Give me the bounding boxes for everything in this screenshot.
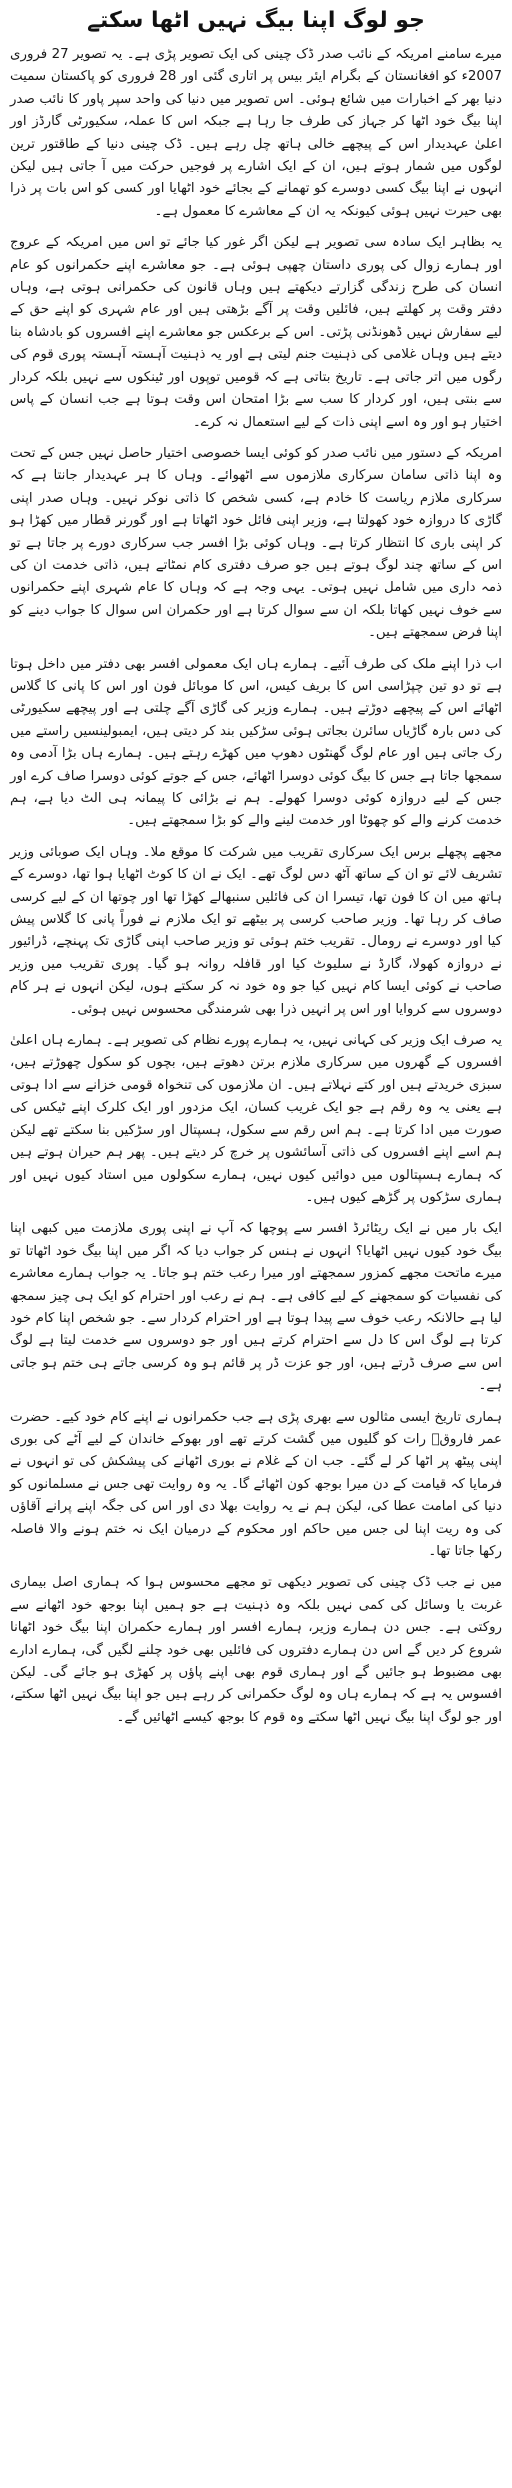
column-paragraph: مجھے پچھلے برس ایک سرکاری تقریب میں شرکت کا موقع ملا۔ وہاں ایک صوبائی وزیر تشریف لائے تو ان کے ساتھ آٹھ دس لوگ تھے۔ ایک نے ان کا کوٹ اٹھایا ہوا تھا، دوسرے کے ہاتھ میں ان کا فون تھا، تیسرا ان کی فائلیں سنبھالے کھڑا تھا اور چوتھا ان کے لیے کرسی صاف کر رہا تھا۔ وزیر صاحب کرسی پر بیٹھے تو ایک ملازم نے فوراً پانی کا گلاس پیش کیا اور دوسرے نے رومال۔ تقریب ختم ہوئی تو وزیر صاحب اپنی گاڑی تک پہنچے، ڈرائیور نے دروازہ کھولا، گارڈ نے سلیوٹ کیا اور قافلہ روانہ ہو گیا۔ پوری تقریب میں وزیر صاحب نے کوئی ایسا کام نہیں کیا جو وہ خود نہ کر سکتے ہوں، لیکن انہوں نے ہر کام دوسروں سے کروایا اور اس پر انہیں ذرا بھی شرمندگی محسوس نہیں ہوئی۔ xyxy=(10,844,502,1017)
column-paragraph: میرے سامنے امریکہ کے نائب صدر ڈک چینی کی ایک تصویر پڑی ہے۔ یہ تصویر 27 فروری 2007ء کو افغانستان کے بگرام ایئر بیس پر اتاری گئی اور 28 فروری کو پاکستان سمیت دنیا بھر کے اخبارات میں شائع ہوئی۔ اس تصویر میں دنیا کی واحد سپر پاور کا نائب صدر اپنا بیگ خود اٹھا کر جہاز کی طرف جا رہا ہے جبکہ اس کا عملہ، سکیورٹی گارڈز اور اعلیٰ عہدیدار اس کے پیچھے خالی ہاتھ چل رہے ہیں۔ ڈک چینی دنیا کے طاقتور ترین لوگوں میں شمار ہوتے ہیں، ان کے ایک اشارے پر فوجیں حرکت میں آ جاتی ہیں لیکن انہوں نے اپنا بیگ کسی دوسرے کو تھمانے کے بجائے خود اٹھایا اور کسی کو اس بات پر ذرا بھی حیرت نہیں ہوئی کیونکہ یہ ان کے معاشرے کا معمول ہے۔ xyxy=(10,47,503,219)
column-paragraph: امریکہ کے دستور میں نائب صدر کو کوئی ایسا خصوصی اختیار حاصل نہیں جس کے تحت وہ اپنا ذاتی سامان سرکاری ملازموں سے اٹھوائے۔ وہاں کا ہر عہدیدار جانتا ہے کہ سرکاری ملازم ریاست کا خادم ہے، کسی شخص کا ذاتی نوکر نہیں۔ وہاں صدر اپنی گاڑی کا دروازہ خود کھولتا ہے، وزیر اپنی فائل خود اٹھاتا ہے اور گورنر قطار میں کھڑا ہو کر اپنی باری کا انتظار کرتا ہے۔ وہاں کوئی بڑا افسر جب سرکاری دورے پر جاتا ہے تو اس کے ساتھ چند لوگ ہوتے ہیں جو صرف دفتری کام نمٹاتے ہیں، ذاتی خدمت ان کی ذمہ داری میں شامل نہیں ہوتی۔ یہی وجہ ہے کہ وہاں کا عام شہری اپنے حکمرانوں سے خوف نہیں کھاتا بلکہ ان سے سوال کرتا ہے اور حکمران اس سوال کا جواب دینے کو اپنا فرض سمجھتے ہیں۔ xyxy=(10,445,502,641)
column-paragraph: میں نے جب ڈک چینی کی تصویر دیکھی تو مجھے محسوس ہوا کہ ہماری اصل بیماری غربت یا وسائل کی کمی نہیں بلکہ وہ ذہنیت ہے جو ہمیں اپنا بوجھ خود اٹھانے سے روکتی ہے۔ جس دن ہمارے وزیر، ہمارے افسر اور ہمارے حکمران اپنا بیگ خود اٹھانا شروع کر دیں گے اس دن ہمارے دفتروں کی فائلیں بھی خود چلنے لگیں گی، ہمارے ادارے بھی مضبوط ہو جائیں گے اور ہماری قوم بھی اپنے پاؤں پر کھڑی ہو جائے گی۔ لیکن افسوس یہ ہے کہ ہمارے ہاں وہ لوگ حکمرانی کر رہے ہیں جو اپنا بیگ نہیں اٹھا سکتے، اور جو لوگ اپنا بیگ نہیں اٹھا سکتے وہ قوم کا بوجھ کیسے اٹھائیں گے۔ xyxy=(10,1575,502,1725)
column-paragraph: ایک بار میں نے ایک ریٹائرڈ افسر سے پوچھا کہ آپ نے اپنی پوری ملازمت میں کبھی اپنا بیگ خود کیوں نہیں اٹھایا؟ انہوں نے ہنس کر جواب دیا کہ اگر میں اپنا بیگ خود اٹھاتا تو میرے ماتحت مجھے کمزور سمجھتے اور میرا رعب ختم ہو جاتا۔ یہ جواب ہمارے معاشرے کی نفسیات کو سمجھنے کے لیے کافی ہے۔ ہم نے رعب اور احترام کو ایک ہی چیز سمجھ لیا ہے حالانکہ رعب خوف سے پیدا ہوتا ہے اور احترام کردار سے۔ جو شخص اپنا کام خود کرتا ہے لوگ اس کا دل سے احترام کرتے ہیں اور جو دوسروں سے خدمت لیتا ہے لوگ اس سے صرف ڈرتے ہیں، اور جو عزت ڈر پر قائم ہو وہ کرسی جاتے ہی ختم ہو جاتی ہے۔ xyxy=(10,1221,502,1394)
column-headline: جو لوگ اپنا بیگ نہیں اٹھا سکتے xyxy=(87,8,425,33)
column-paragraph: ہماری تاریخ ایسی مثالوں سے بھری پڑی ہے جب حکمرانوں نے اپنے کام خود کیے۔ حضرت عمر فاروقؓ رات کو گلیوں میں گشت کرتے تھے اور بھوکے خاندان کے لیے آٹے کی بوری اپنی پیٹھ پر اٹھا کر لے گئے۔ جب ان کے غلام نے بوری اٹھانے کی پیشکش کی تو انہوں نے فرمایا کہ قیامت کے دن میرا بوجھ کون اٹھائے گا۔ یہ وہ روایت تھی جس نے مسلمانوں کو دنیا کی امامت عطا کی، لیکن ہم نے یہ روایت بھلا دی اور اس کی جگہ اپنے پرانے آقاؤں کی وہ ریت اپنا لی جس میں حاکم اور محکوم کے درمیان ایک نہ ختم ہونے والا فاصلہ رکھا جاتا تھا۔ xyxy=(10,1409,502,1559)
column-body xyxy=(10,44,502,1729)
column-paragraph: یہ بظاہر ایک سادہ سی تصویر ہے لیکن اگر غور کیا جائے تو اس میں امریکہ کے عروج اور ہمارے زوال کی پوری داستان چھپی ہوئی ہے۔ جو معاشرے اپنے حکمرانوں کو عام انسان کی طرح زندگی گزارتے دیکھتے ہیں وہاں قانون کی حکمرانی ہوتی ہے، وہاں دفتر وقت پر کھلتے ہیں، فائلیں وقت پر آگے بڑھتی ہیں اور عام شہری کو اپنے حق کے لیے سفارش نہیں ڈھونڈنی پڑتی۔ اس کے برعکس جو معاشرے اپنے افسروں کو بادشاہ بنا دیتے ہیں وہاں غلامی کی ذہنیت جنم لیتی ہے اور یہ ذہنیت آہستہ آہستہ پوری قوم کی رگوں میں اتر جاتی ہے۔ تاریخ بتاتی ہے کہ قومیں توپوں اور ٹینکوں سے نہیں بلکہ کردار سے بنتی ہیں، اور کردار کا سب سے بڑا امتحان اس وقت ہوتا ہے جب انسان کے پاس اختیار ہو اور وہ اسے اپنی ذات کے لیے استعمال نہ کرے۔ xyxy=(10,235,502,430)
column-paragraph: اب ذرا اپنے ملک کی طرف آئیے۔ ہمارے ہاں ایک معمولی افسر بھی دفتر میں داخل ہوتا ہے تو دو تین چپڑاسی اس کا بریف کیس، اس کا موبائل فون اور اس کا پانی کا گلاس اٹھائے اس کے پیچھے دوڑتے ہیں۔ ہمارے وزیر کی گاڑی آگے چلتی ہے اور پیچھے سکیورٹی کی دس بارہ گاڑیاں سائرن بجاتی ہوئی سڑکیں بند کر دیتی ہیں، ایمبولینسیں راستے میں رک جاتی ہیں اور عام لوگ گھنٹوں دھوپ میں کھڑے رہتے ہیں۔ ہمارے ہاں بڑا آدمی وہ سمجھا جاتا ہے جس کا بیگ کوئی دوسرا اٹھائے، جس کے جوتے کوئی دوسرا صاف کرے اور جس کے لیے دروازہ کوئی دوسرا کھولے۔ ہم نے بڑائی کا پیمانہ ہی الٹ دیا ہے، ہم خدمت کرنے والے کو چھوٹا اور خدمت لینے والے کو بڑا سمجھتے ہیں۔ xyxy=(10,656,502,829)
column-paragraph: یہ صرف ایک وزیر کی کہانی نہیں، یہ ہمارے پورے نظام کی تصویر ہے۔ ہمارے ہاں اعلیٰ افسروں کے گھروں میں سرکاری ملازم برتن دھوتے ہیں، بچوں کو سکول چھوڑتے ہیں، سبزی خریدتے ہیں اور کتے نہلاتے ہیں۔ ان ملازموں کی تنخواہ قومی خزانے سے ادا ہوتی ہے یعنی یہ وہ رقم ہے جو ایک غریب کسان، ایک مزدور اور ایک کلرک اپنے ٹیکس کی صورت میں ادا کرتا ہے۔ ہم اس رقم سے سکول، ہسپتال اور سڑکیں بنا سکتے تھے لیکن ہم اسے اپنے افسروں کی ذاتی آسائشوں پر خرچ کر دیتے ہیں۔ پھر ہم حیران ہوتے ہیں کہ ہمارے ہسپتالوں میں دوائیں کیوں نہیں، ہمارے سکولوں میں استاد کیوں نہیں اور ہماری سڑکوں پر گڑھے کیوں ہیں۔ xyxy=(10,1033,502,1205)
